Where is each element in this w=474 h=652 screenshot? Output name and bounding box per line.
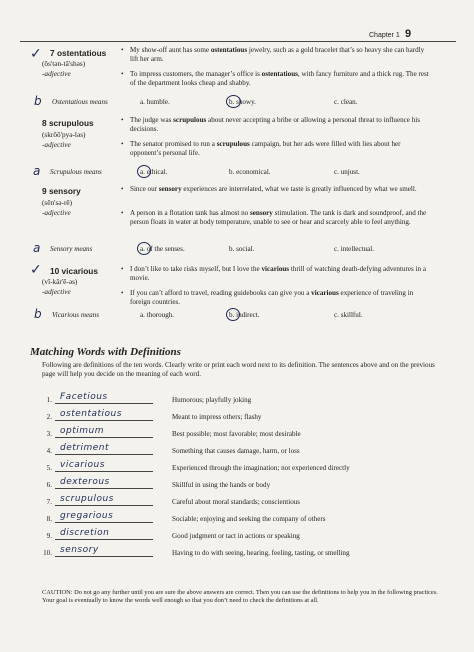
handwritten-answer: dexterous <box>60 477 110 487</box>
checkmark-icon: ✓ <box>30 46 42 62</box>
matching-row: 1. Facetious Humorous; playfully joking <box>46 392 252 404</box>
handwritten-answer: discretion <box>60 528 110 538</box>
handwritten-answer: vicarious <box>60 460 105 470</box>
matching-row: 9. discretion Good judgment or tact in actions or speaking <box>46 528 300 540</box>
handwritten-answer: Facetious <box>60 392 108 402</box>
option-b: b. indirect. <box>229 311 260 319</box>
answer-circle <box>226 308 240 321</box>
option-c: c. intellectual. <box>334 245 374 253</box>
option-c: c. clean. <box>334 98 358 106</box>
matching-row: 3. optimum Best possible; most favorable; most desirable <box>46 426 301 438</box>
handwritten-answer: b <box>34 307 42 321</box>
handwritten-answer: scrupulous <box>60 494 114 504</box>
handwritten-answer: sensory <box>60 545 99 555</box>
handwritten-answer: a <box>33 164 41 178</box>
matching-row: 5. vicarious Experienced through the imagination; not experienced directly <box>46 460 350 472</box>
example-sentence: • Since our sensory experiences are interrelated, what we taste is greatly influenced by what we smell. <box>121 185 417 193</box>
example-sentence: • The judge was scrupulous about never accepting a bribe or allowing a personal threat to influence his decisions. <box>121 116 420 134</box>
handwritten-answer: ostentatious <box>60 409 122 419</box>
option-b: b. social. <box>229 245 255 253</box>
matching-row: 2. ostentatious Meant to impress others; flashy <box>46 409 262 421</box>
answer-circle <box>137 165 151 178</box>
answer-circle <box>226 95 241 108</box>
question-label: Vicarious means <box>52 311 99 319</box>
entry-word: 7 ostentatious <box>50 48 107 58</box>
example-sentence: • The senator promised to run a scrupulous campaign, but her ads were filled with lies about her opponent’s personal life. <box>121 140 401 158</box>
example-sentence: • A person in a flotation tank has almost no sensory stimulation. The tank is dark and soundproof, and the person floats in water at body temperature, unable to see or hear and scarcely able to feel anything. <box>121 209 427 227</box>
question-label: Sensory means <box>50 245 93 253</box>
handwritten-answer: detriment <box>60 443 110 453</box>
entry-part-of-speech: -adjective <box>42 287 71 296</box>
entry-part-of-speech: -adjective <box>42 69 71 78</box>
handwritten-answer: a <box>33 241 41 255</box>
option-b: b. economical. <box>229 168 271 176</box>
entry-pronunciation: (skrōō'pyə-ləs) <box>42 130 86 139</box>
example-sentence: • To impress customers, the manager’s office is ostentatious, with fancy furniture and a thick rug. The rest of the department looks cheap and shabby. <box>121 70 429 88</box>
checkmark-icon: ✓ <box>30 262 42 278</box>
handwritten-answer: gregarious <box>60 511 114 521</box>
option-b: b. showy. <box>229 98 256 106</box>
entry-pronunciation: (vī-kâr'ē-əs) <box>42 277 78 286</box>
section-intro: Following are definitions of the ten words. Clearly write or print each word next to its definition. The sentences above and on the previous page will help you decide on the meaning of each word. <box>42 361 435 379</box>
option-a: a. thorough. <box>140 311 175 319</box>
chapter-label: Chapter 1 <box>369 32 400 39</box>
option-a: a. of the senses. <box>140 245 185 253</box>
entry-word: 9 sensory <box>42 186 81 196</box>
handwritten-answer: b <box>34 94 42 108</box>
matching-row: 10. sensory Having to do with seeing, hearing, feeling, tasting, or smelling <box>43 545 350 557</box>
page-number: 9 <box>405 28 412 40</box>
matching-row: 4. detriment Something that causes damage, harm, or loss <box>46 443 300 455</box>
matching-row: 7. scrupulous Careful about moral standards; conscientious <box>46 494 301 506</box>
option-a: a. humble. <box>140 98 170 106</box>
handwritten-answer: optimum <box>60 426 104 436</box>
answer-circle <box>137 242 151 255</box>
entry-part-of-speech: -adjective <box>42 208 71 217</box>
example-sentence: • My show-off aunt has some ostentatious jewelry, such as a gold bracelet that’s so heavy she can hardly lift her arm. <box>121 46 425 64</box>
caution-note: CAUTION: Do not go any further until you are sure the above answers are correct. Then you can use the definitions to help you in the following practices. Your goal is eventually to know the words well enough so that you don’t need to check the definitions at all. <box>42 589 438 605</box>
entry-part-of-speech: -adjective <box>42 140 71 149</box>
entry-pronunciation: (sĕn'sə-rē) <box>42 198 73 207</box>
question-label: Ostentatious means <box>52 98 108 106</box>
entry-word: 10 vicarious <box>50 266 98 276</box>
question-label: Scrupulous means <box>50 168 102 176</box>
entry-pronunciation: (ŏs'tən-tā'shəs) <box>42 59 86 68</box>
option-c: c. unjust. <box>334 168 360 176</box>
entry-word: 8 scrupulous <box>42 118 94 128</box>
matching-row: 6. dexterous Skillful in using the hands or body <box>46 477 271 489</box>
matching-row: 8. gregarious Sociable; enjoying and seeking the company of others <box>46 511 326 523</box>
example-sentence: • If you can’t afford to travel, reading guidebooks can give you a vicarious experience of traveling in foreign countries. <box>121 289 414 307</box>
section-title: Matching Words with Definitions <box>30 346 181 358</box>
example-sentence: • I don’t like to take risks myself, but I love the vicarious thrill of watching death-defying adventures in a movie. <box>121 265 426 283</box>
option-a: a. ethical. <box>140 168 168 176</box>
header-rule <box>20 41 456 42</box>
option-c: c. skillful. <box>334 311 363 319</box>
